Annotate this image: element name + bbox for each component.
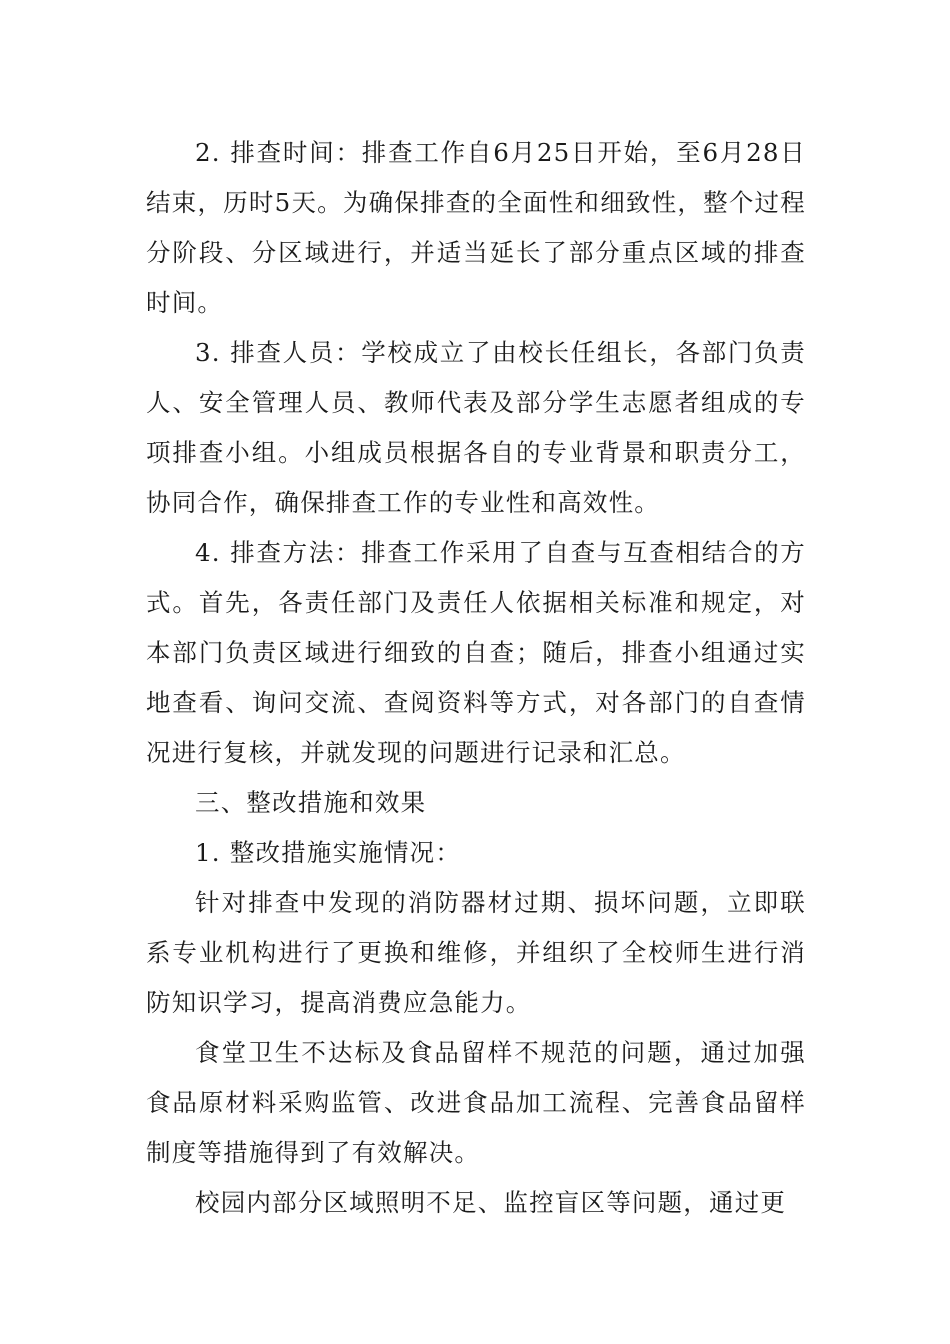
paragraph-inspection-method: 4. 排查方法：排查工作采用了自查与互查相结合的方式。首先，各责任部门及责任人依据相关标准和规定，对本部门负责区域进行细致的自查；随后，排查小组通过实地查看、询问交流、查阅资料等方式，对各部门的自查情况进行复核，并就发现的问题进行记录和汇总。 [146,538,806,767]
paragraph-canteen-hygiene: 食堂卫生不达标及食品留样不规范的问题，通过加强食品原材料采购监管、改进食品加工流程、完善食品留样制度等措施得到了有效解决。 [146,1038,806,1167]
paragraph-lighting-monitoring: 校园内部分区域照明不足、监控盲区等问题，通过更 [195,1188,787,1217]
paragraph-inspection-time: 2. 排查时间：排查工作自6月25日开始，至6月28日结束，历时5天。为确保排查的全面性和细致性，整个过程分阶段、分区域进行，并适当延长了部分重点区域的排查时间。 [146,138,806,317]
subheading-implementation: 1. 整改措施实施情况： [195,838,462,867]
paragraph-fire-equipment: 针对排查中发现的消防器材过期、损坏问题，立即联系专业机构进行了更换和维修，并组织了全校师生进行消防知识学习，提高消费应急能力。 [146,888,806,1017]
section-heading-rectification: 三、整改措施和效果 [195,788,427,817]
paragraph-inspection-personnel: 3. 排查人员：学校成立了由校长任组长，各部门负责人、安全管理人员、教师代表及部分学生志愿者组成的专项排查小组。小组成员根据各自的专业背景和职责分工，协同合作，确保排查工作的专业性和高效性。 [146,338,806,517]
document-body [146,128,806,1228]
